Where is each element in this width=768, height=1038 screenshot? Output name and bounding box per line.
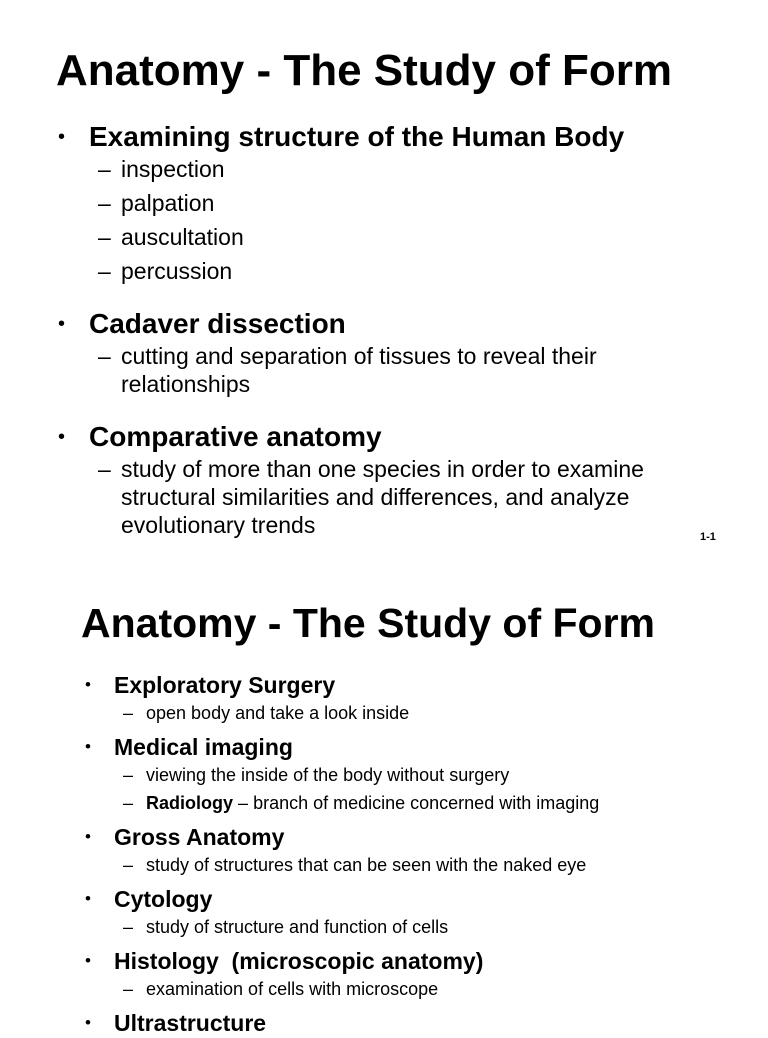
dash-glyph: – <box>123 793 134 813</box>
sub-text: study of structures that can be seen with the naked eye <box>146 855 587 875</box>
sub-item <box>85 976 735 1002</box>
sub-item <box>85 852 735 878</box>
dash-glyph: – <box>98 156 111 182</box>
dash-glyph: – <box>98 456 111 482</box>
bullet-text: Medical imaging <box>114 734 293 760</box>
sub-item <box>85 762 735 788</box>
bullet-text: Cytology <box>114 886 213 912</box>
list-item <box>85 1008 735 1038</box>
bullet-text: Exploratory Surgery <box>114 672 336 698</box>
bullet-text: Cadaver dissection <box>89 308 346 339</box>
sub-list <box>114 852 735 878</box>
dash-glyph: – <box>123 765 134 785</box>
bullet-list <box>85 670 735 1038</box>
dash-glyph: – <box>123 979 134 999</box>
sub-text: cutting and separation of tissues to reveal their relationships <box>121 343 597 397</box>
sub-text: percussion <box>121 258 233 284</box>
bullet-text: Comparative anatomy <box>89 421 382 452</box>
bullet-text: Ultrastructure <box>114 1010 267 1036</box>
dash-glyph: – <box>123 855 134 875</box>
list-item <box>85 670 735 726</box>
sub-text: study of more than one species in order to examine structural similarities and differences, and analyze evolutionary trends <box>121 456 644 538</box>
slide-title: Anatomy - The Study of Form <box>56 46 672 95</box>
page-number: 1-1 <box>700 531 716 543</box>
sub-text: inspection <box>121 156 225 182</box>
dash-glyph: – <box>98 190 111 216</box>
bullet-text: Histology (microscopic anatomy) <box>114 948 484 974</box>
radiology-term: Radiology <box>146 793 234 813</box>
slide-title: Anatomy - The Study of Form <box>81 600 655 646</box>
sub-list <box>114 976 735 1002</box>
sub-list <box>114 914 735 940</box>
sub-item <box>85 790 735 816</box>
sub-item <box>85 914 735 940</box>
dash-glyph: – <box>123 917 134 937</box>
sub-text: palpation <box>121 190 215 216</box>
dash-glyph: – <box>98 224 111 250</box>
sub-text: study of structure and function of cells <box>146 917 449 937</box>
bullet-text: Gross Anatomy <box>114 824 285 850</box>
sub-text: viewing the inside of the body without surgery <box>146 765 510 785</box>
bullet-text: Examining structure of the Human Body <box>89 121 625 152</box>
sub-text: auscultation <box>121 224 244 250</box>
list-item <box>85 822 735 878</box>
sub-text: open body and take a look inside <box>146 703 410 723</box>
sub-list <box>114 700 735 726</box>
sub-text: branch of medicine concerned with imaging <box>253 793 600 813</box>
list-item <box>85 946 735 1002</box>
list-item <box>85 884 735 940</box>
sub-item <box>85 700 735 726</box>
dash-glyph: – <box>123 703 134 723</box>
dash-glyph: – <box>98 343 111 369</box>
list-item <box>85 732 735 816</box>
dash-glyph: – <box>238 793 249 813</box>
dash-glyph: – <box>98 258 111 284</box>
sub-text: examination of cells with microscope <box>146 979 439 999</box>
sub-list <box>114 762 735 816</box>
